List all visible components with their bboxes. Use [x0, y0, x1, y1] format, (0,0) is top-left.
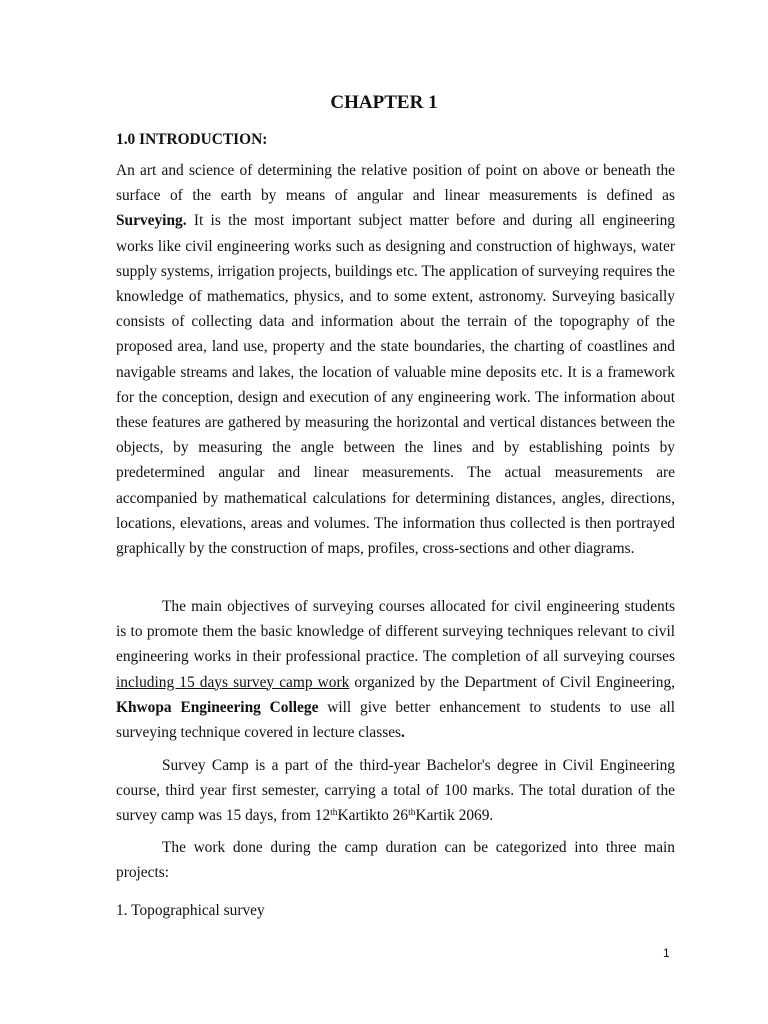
p3-text-end: Kartik 2069.	[415, 807, 494, 825]
p2-underlined-text: including 15 days survey camp work	[116, 673, 350, 691]
p2-college-name: Khwopa Engineering College	[116, 698, 319, 716]
p3-text-start: Survey Camp is a part of the third-year Bachelor's degree in Civil Engineering course, third year first semester, carrying a total of 100 marks. The total duration of the survey camp was 15 days, from 12	[116, 757, 675, 825]
p1-text-start: An art and science of determining the relative position of point on above or beneath the surface of the earth by means of angular and linear measurements is defined as	[116, 162, 675, 205]
chapter-title: CHAPTER 1	[330, 92, 438, 113]
p3-text-middle: Kartikto 26	[337, 807, 409, 825]
p2-text-end: will give better enhancement to students to use all surveying technique covered in lecture classes	[116, 698, 676, 742]
paragraph-projects: The work done during the camp duration can be categorized into three main projects:	[116, 839, 675, 882]
page-number: 1	[663, 946, 670, 960]
p2-text-start: The main objectives of surveying courses allocated for civil engineering students is to promote them the basic knowledge of different surveying techniques relevant to civil engineering works in their professional practice. The completion of all surveying courses	[116, 598, 675, 666]
section-heading: 1.0 INTRODUCTION:	[116, 131, 268, 148]
p1-text-end: It is the most important subject matter before and during all engineering works like civil engineering works such as designing and construction of highways, water supply systems, irrigation projects, buildings etc. The application of surveying requires the knowledge of mathematics, physics, and to some extent, astronomy. Surveying basically consists of collecting data and information about the terrain of the topography of the proposed area, land use, property and the state boundaries, the charting of coastlines and navigable streams and lakes, the location of valuable mine deposits etc. It is a framework for the conception, design and execution of any engineering work. The information about these features are gathered by measuring the horizontal and vertical distances between the objects, by measuring the angle between the lines and by establishing points by predetermined angular and linear measurements. The actual measurements are accompanied by mathematical calculations for determining distances, angles, directions, locations, elevations, areas and volumes. The information thus collected is then portrayed graphically by the construction of maps, profiles, cross-sections and other diagrams.	[116, 212, 675, 558]
p2-bold-period: .	[401, 724, 405, 742]
list-item: 1. Topographical survey	[116, 902, 265, 919]
paragraph-survey-camp	[116, 753, 675, 829]
paragraph-objectives	[116, 594, 675, 745]
paragraph-introduction	[116, 158, 675, 561]
p3-superscript-2: th	[408, 808, 416, 819]
p2-text-middle: organized by the Department of Civil Engineering,	[349, 673, 675, 691]
p1-bold-term: Surveying.	[116, 212, 187, 230]
p3-superscript-1: th	[330, 808, 338, 819]
